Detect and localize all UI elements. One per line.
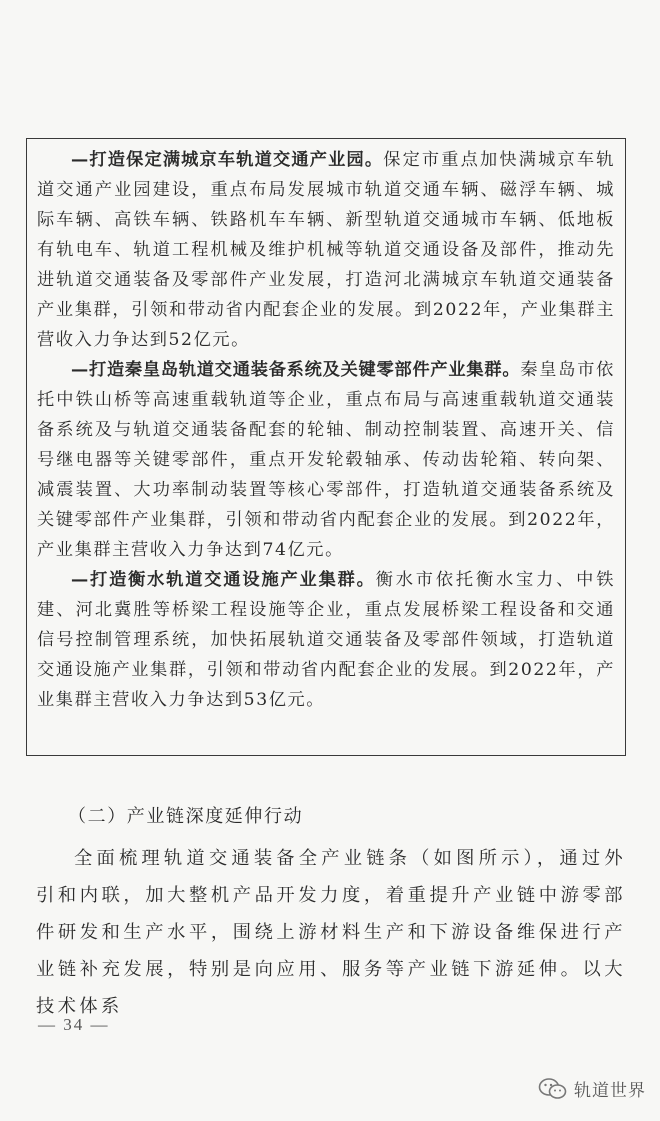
section-title: （二）产业链深度延伸行动 [68,806,304,827]
paragraph-baoding [37,145,615,355]
paragraph-qinhuangdao [37,355,615,565]
paragraph-text: 秦皇岛市依托中铁山桥等高速重载轨道等企业，重点布局与高速重载轨道交通装备系统及与轨道交通装备配套的轮轴、制动控制装置、高速开关、信号继电器等关键零部件，重点开发轮毂轴承、传动齿轮箱、转向架、减震装置、大功率制动装置等核心零部件，打造轨道交通装备系统及关键零部件产业集群，引领和带动省内配套企业的发展。到2022年，产业集群主营收入力争达到74亿元。 [37,360,615,560]
paragraph-heading: —打造秦皇岛轨道交通装备系统及关键零部件产业集群。 [71,360,521,380]
boxed-text-panel [26,138,626,756]
watermark [538,1076,646,1101]
wechat-icon [538,1077,568,1101]
section-body-text: 全面梳理轨道交通装备全产业链条（如图所示），通过外引和内联，加大整机产品开发力度，着重提升产业链中游零部件研发和生产水平，围绕上游材料生产和下游设备维保进行产业链补充发展，特别是向应用、服务等产业链下游延伸。以大技术体系 [36,848,626,1017]
paragraph-text: 保定市重点加快满城京车轨道交通产业园建设，重点布局发展城市轨道交通车辆、磁浮车辆、城际车辆、高铁车辆、铁路机车车辆、新型轨道交通城市车辆、低地板有轨电车、轨道工程机械及维护机械等轨道交通设备及部件，推动先进轨道交通装备及零部件产业发展，打造河北满城京车轨道交通装备产业集群，引领和带动省内配套企业的发展。到2022年，产业集群主营收入力争达到52亿元。 [37,150,616,350]
watermark-text: 轨道世界 [574,1081,646,1101]
paragraph-heading: —打造衡水轨道交通设施产业集群。 [71,570,376,590]
page-number: — 34 — [38,1015,110,1034]
paragraph-hengshui [37,565,615,715]
paragraph-text: 衡水市依托衡水宝力、中铁建、河北冀胜等桥梁工程设施等企业，重点发展桥梁工程设备和交通信号控制管理系统，加快拓展轨道交通装备及零部件领域，打造轨道交通设施产业集群，引领和带动省内配套企业的发展。到2022年，产业集群主营收入力争达到53亿元。 [37,570,615,710]
paragraph-heading: —打造保定满城京车轨道交通产业园。 [71,150,384,170]
